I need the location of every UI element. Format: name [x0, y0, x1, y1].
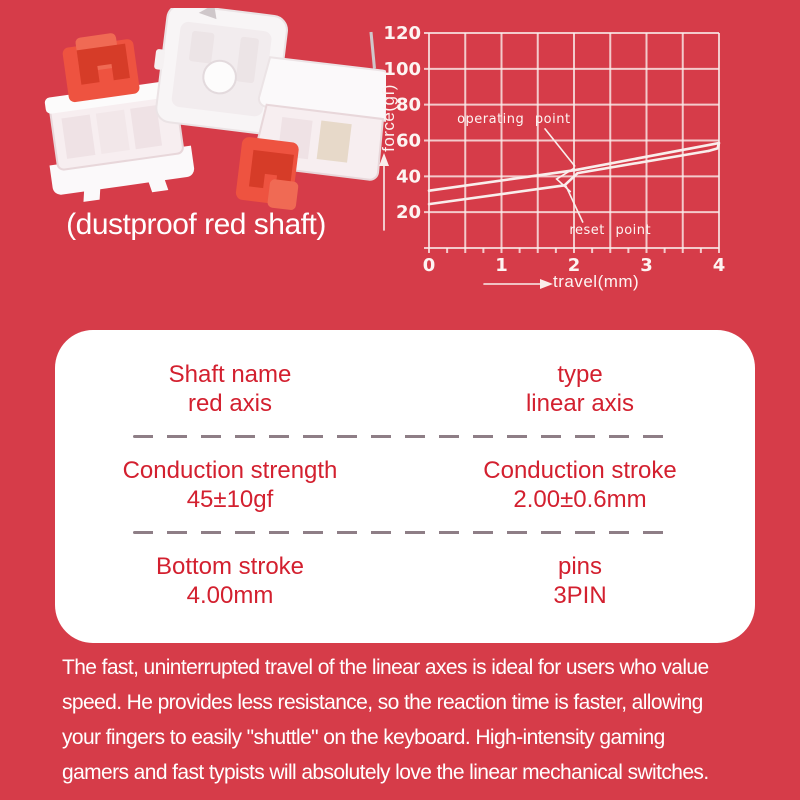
spec-label: pins: [557, 552, 603, 580]
x-tick-label: 4: [712, 255, 726, 276]
description-line: your fingers to easily "shuttle" on the keyboard. High-intensity gaming: [62, 726, 665, 749]
spec-row-1: [55, 342, 755, 435]
spec-panel: [55, 330, 755, 643]
y-tick-label: 100: [383, 58, 421, 80]
spec-value: red axis: [187, 389, 273, 417]
spec-value: 2.00±0.6mm: [513, 485, 647, 513]
description-line: The fast, uninterrupted travel of the linear axes is ideal for users who value: [62, 656, 709, 679]
x-tick-label: 0: [422, 255, 436, 276]
spec-pins: [405, 534, 755, 627]
spec-label: Conduction stroke: [483, 456, 677, 484]
y-tick-label: 40: [395, 166, 421, 188]
x-tick-label: 2: [567, 255, 581, 276]
spec-value: 45±10gf: [186, 485, 274, 513]
y-tick-label: 80: [395, 94, 421, 116]
force-axis-label: force(gf): [379, 84, 398, 152]
spec-label: type: [557, 360, 603, 388]
spec-label: Bottom stroke: [155, 552, 305, 580]
spec-conduction-strength: [55, 438, 405, 531]
product-caption: (dustproof red shaft): [66, 208, 326, 241]
annotation-leader-line: [545, 129, 575, 166]
y-tick-label: 120: [383, 23, 421, 44]
spec-row-2: [55, 438, 755, 531]
chart-annotation: operating point: [457, 112, 571, 127]
x-tick-label: 3: [640, 255, 653, 276]
spec-type: [405, 342, 755, 435]
chart-annotation: reset point: [569, 223, 652, 239]
spec-value: linear axis: [525, 389, 635, 417]
spec-conduction-stroke: [405, 438, 755, 531]
spec-row-3: [55, 534, 755, 627]
spec-bottom-stroke: [55, 534, 405, 627]
spec-label: Shaft name: [168, 360, 292, 388]
product-description: [62, 650, 772, 790]
y-tick-label: 20: [395, 202, 421, 224]
description-line: speed. He provides less resistance, so the reaction time is faster, allowing: [62, 691, 703, 714]
y-tick-label: 60: [395, 130, 421, 152]
spec-value: 3PIN: [553, 581, 607, 609]
spec-value: 4.00mm: [186, 581, 274, 609]
travel-axis-arrow-icon: [484, 279, 553, 289]
travel-axis-label: travel(mm): [553, 272, 640, 291]
description-line: gamers and fast typists will absolutely love the linear mechanical switches.: [62, 761, 709, 784]
spec-label: Conduction strength: [122, 456, 338, 484]
spec-shaft-name: [55, 342, 405, 435]
x-tick-label: 1: [495, 255, 508, 276]
